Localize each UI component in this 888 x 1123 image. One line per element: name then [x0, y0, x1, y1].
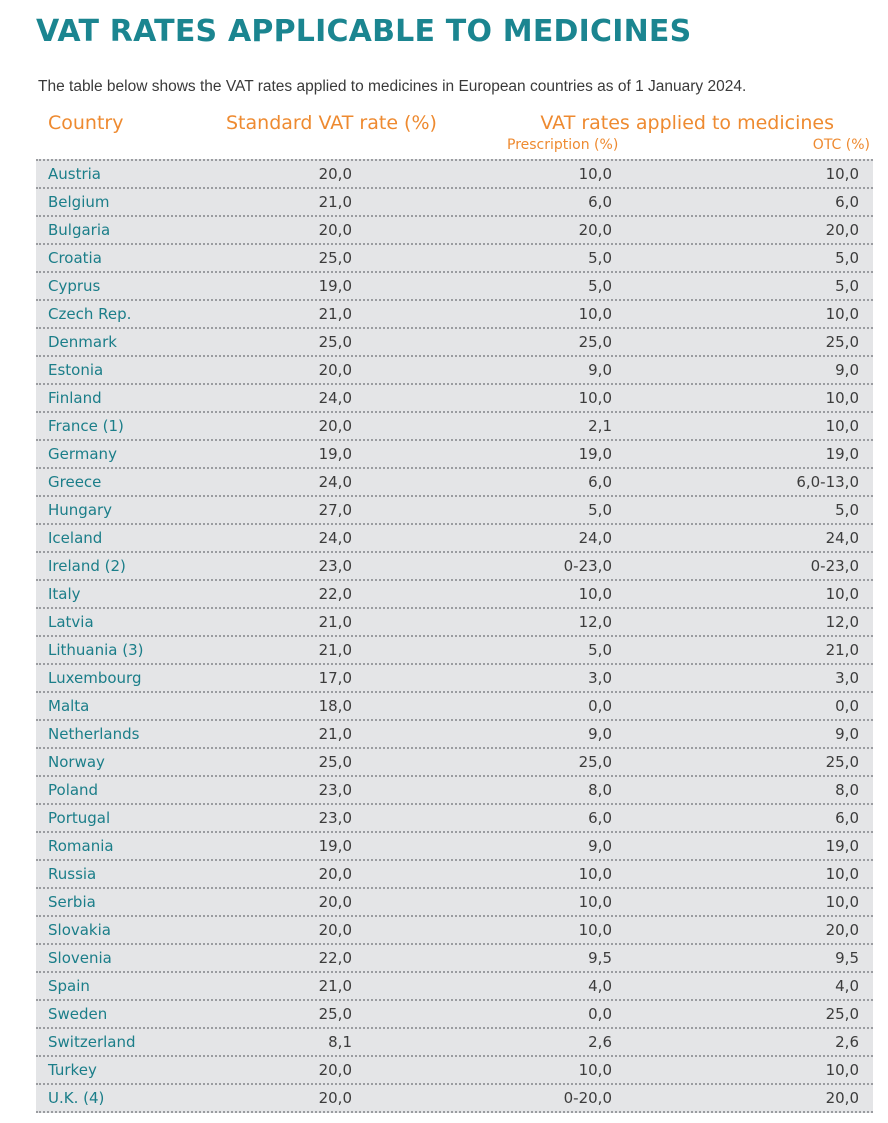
- table-row: [36, 637, 873, 665]
- country-cell: Lithuania (3): [48, 641, 144, 659]
- otc-rate-cell: 10,0: [825, 305, 859, 323]
- table-row: [36, 553, 873, 581]
- table-row: [36, 441, 873, 469]
- otc-rate-cell: 5,0: [835, 249, 859, 267]
- otc-rate-cell: 5,0: [835, 501, 859, 519]
- table-row: [36, 749, 873, 777]
- prescription-rate-cell: 10,0: [578, 389, 612, 407]
- vat-table: [36, 159, 873, 1113]
- country-cell: Spain: [48, 977, 90, 995]
- country-cell: Germany: [48, 445, 117, 463]
- standard-rate-cell: 20,0: [318, 417, 352, 435]
- country-cell: Bulgaria: [48, 221, 111, 239]
- otc-rate-cell: 20,0: [825, 921, 859, 939]
- prescription-rate-cell: 25,0: [578, 333, 612, 351]
- country-cell: Belgium: [48, 193, 110, 211]
- standard-rate-cell: 23,0: [318, 781, 352, 799]
- country-cell: France (1): [48, 417, 124, 435]
- header-prescription: Prescription (%): [507, 137, 619, 153]
- country-cell: Cyprus: [48, 277, 101, 295]
- table-row: [36, 1001, 873, 1029]
- prescription-rate-cell: 10,0: [578, 865, 612, 883]
- table-row: [36, 525, 873, 553]
- table-row: [36, 721, 873, 749]
- otc-rate-cell: 2,6: [835, 1033, 859, 1051]
- country-cell: Malta: [48, 697, 90, 715]
- prescription-rate-cell: 10,0: [578, 893, 612, 911]
- prescription-rate-cell: 0,0: [588, 697, 612, 715]
- prescription-rate-cell: 3,0: [588, 669, 612, 687]
- otc-rate-cell: 12,0: [825, 613, 859, 631]
- country-cell: Sweden: [48, 1005, 108, 1023]
- country-cell: Luxembourg: [48, 669, 142, 687]
- country-cell: Hungary: [48, 501, 113, 519]
- prescription-rate-cell: 5,0: [588, 277, 612, 295]
- otc-rate-cell: 25,0: [825, 333, 859, 351]
- prescription-rate-cell: 20,0: [578, 221, 612, 239]
- otc-rate-cell: 20,0: [825, 1089, 859, 1107]
- table-row: [36, 833, 873, 861]
- page-subtitle: The table below shows the VAT rates applied to medicines in European countries as of 1 January 2024.: [38, 78, 747, 95]
- table-row: [36, 413, 873, 441]
- prescription-rate-cell: 2,6: [588, 1033, 612, 1051]
- standard-rate-cell: 20,0: [318, 893, 352, 911]
- prescription-rate-cell: 25,0: [578, 753, 612, 771]
- country-cell: Czech Rep.: [48, 305, 132, 323]
- prescription-rate-cell: 8,0: [588, 781, 612, 799]
- table-row: [36, 665, 873, 693]
- prescription-rate-cell: 5,0: [588, 641, 612, 659]
- prescription-rate-cell: 5,0: [588, 501, 612, 519]
- prescription-rate-cell: 12,0: [578, 613, 612, 631]
- country-cell: Austria: [48, 165, 101, 183]
- country-cell: Romania: [48, 837, 114, 855]
- otc-rate-cell: 10,0: [825, 893, 859, 911]
- standard-rate-cell: 21,0: [318, 725, 352, 743]
- otc-rate-cell: 6,0: [835, 193, 859, 211]
- standard-rate-cell: 24,0: [318, 529, 352, 547]
- country-cell: Switzerland: [48, 1033, 136, 1051]
- standard-rate-cell: 25,0: [318, 753, 352, 771]
- standard-rate-cell: 24,0: [318, 473, 352, 491]
- country-cell: Serbia: [48, 893, 96, 911]
- otc-rate-cell: 10,0: [825, 165, 859, 183]
- table-row: [36, 609, 873, 637]
- prescription-rate-cell: 2,1: [588, 417, 612, 435]
- standard-rate-cell: 25,0: [318, 1005, 352, 1023]
- header-country: Country: [48, 112, 124, 134]
- standard-rate-cell: 20,0: [318, 1061, 352, 1079]
- table-row: [36, 777, 873, 805]
- otc-rate-cell: 21,0: [825, 641, 859, 659]
- country-cell: Slovenia: [48, 949, 112, 967]
- table-row: [36, 917, 873, 945]
- prescription-rate-cell: 10,0: [578, 305, 612, 323]
- otc-rate-cell: 5,0: [835, 277, 859, 295]
- standard-rate-cell: 19,0: [318, 837, 352, 855]
- prescription-rate-cell: 5,0: [588, 249, 612, 267]
- prescription-rate-cell: 24,0: [578, 529, 612, 547]
- standard-rate-cell: 27,0: [318, 501, 352, 519]
- prescription-rate-cell: 19,0: [578, 445, 612, 463]
- otc-rate-cell: 10,0: [825, 585, 859, 603]
- prescription-rate-cell: 6,0: [588, 193, 612, 211]
- prescription-rate-cell: 0-23,0: [563, 557, 612, 575]
- standard-rate-cell: 25,0: [318, 249, 352, 267]
- standard-rate-cell: 19,0: [318, 277, 352, 295]
- standard-rate-cell: 21,0: [318, 305, 352, 323]
- table-row: [36, 497, 873, 525]
- prescription-rate-cell: 9,5: [588, 949, 612, 967]
- prescription-rate-cell: 10,0: [578, 165, 612, 183]
- prescription-rate-cell: 6,0: [588, 473, 612, 491]
- country-cell: Iceland: [48, 529, 103, 547]
- table-row: [36, 301, 873, 329]
- country-cell: Latvia: [48, 613, 94, 631]
- standard-rate-cell: 23,0: [318, 557, 352, 575]
- table-row: [36, 861, 873, 889]
- standard-rate-cell: 22,0: [318, 949, 352, 967]
- standard-rate-cell: 17,0: [318, 669, 352, 687]
- header-standard-vat: Standard VAT rate (%): [226, 112, 437, 134]
- prescription-rate-cell: 10,0: [578, 1061, 612, 1079]
- otc-rate-cell: 19,0: [825, 837, 859, 855]
- table-row: [36, 973, 873, 1001]
- country-cell: U.K. (4): [48, 1089, 105, 1107]
- prescription-rate-cell: 9,0: [588, 837, 612, 855]
- page-title: VAT RATES APPLICABLE TO MEDICINES: [36, 14, 692, 49]
- otc-rate-cell: 9,5: [835, 949, 859, 967]
- table-row: [36, 1057, 873, 1085]
- country-cell: Denmark: [48, 333, 117, 351]
- table-row: [36, 1029, 873, 1057]
- prescription-rate-cell: 0,0: [588, 1005, 612, 1023]
- table-row: [36, 217, 873, 245]
- standard-rate-cell: 21,0: [318, 193, 352, 211]
- standard-rate-cell: 24,0: [318, 389, 352, 407]
- standard-rate-cell: 25,0: [318, 333, 352, 351]
- otc-rate-cell: 4,0: [835, 977, 859, 995]
- country-cell: Turkey: [48, 1061, 97, 1079]
- table-row: [36, 1085, 873, 1113]
- otc-rate-cell: 10,0: [825, 417, 859, 435]
- table-row: [36, 469, 873, 497]
- standard-rate-cell: 23,0: [318, 809, 352, 827]
- otc-rate-cell: 0,0: [835, 697, 859, 715]
- otc-rate-cell: 9,0: [835, 361, 859, 379]
- table-row: [36, 889, 873, 917]
- otc-rate-cell: 6,0: [835, 809, 859, 827]
- standard-rate-cell: 20,0: [318, 221, 352, 239]
- table-row: [36, 693, 873, 721]
- prescription-rate-cell: 10,0: [578, 585, 612, 603]
- table-row: [36, 245, 873, 273]
- table-row: [36, 189, 873, 217]
- country-cell: Poland: [48, 781, 99, 799]
- country-cell: Russia: [48, 865, 97, 883]
- standard-rate-cell: 20,0: [318, 165, 352, 183]
- otc-rate-cell: 19,0: [825, 445, 859, 463]
- otc-rate-cell: 25,0: [825, 1005, 859, 1023]
- otc-rate-cell: 8,0: [835, 781, 859, 799]
- table-row: [36, 161, 873, 189]
- table-row: [36, 581, 873, 609]
- otc-rate-cell: 3,0: [835, 669, 859, 687]
- country-cell: Slovakia: [48, 921, 111, 939]
- standard-rate-cell: 20,0: [318, 865, 352, 883]
- otc-rate-cell: 10,0: [825, 865, 859, 883]
- otc-rate-cell: 25,0: [825, 753, 859, 771]
- header-medicines-vat: VAT rates applied to medicines: [540, 112, 834, 134]
- country-cell: Norway: [48, 753, 105, 771]
- otc-rate-cell: 20,0: [825, 221, 859, 239]
- country-cell: Portugal: [48, 809, 111, 827]
- table-row: [36, 273, 873, 301]
- country-cell: Greece: [48, 473, 102, 491]
- prescription-rate-cell: 9,0: [588, 725, 612, 743]
- otc-rate-cell: 9,0: [835, 725, 859, 743]
- country-cell: Ireland (2): [48, 557, 126, 575]
- prescription-rate-cell: 9,0: [588, 361, 612, 379]
- header-otc: OTC (%): [812, 137, 870, 153]
- standard-rate-cell: 21,0: [318, 977, 352, 995]
- standard-rate-cell: 21,0: [318, 613, 352, 631]
- standard-rate-cell: 8,1: [328, 1033, 352, 1051]
- standard-rate-cell: 20,0: [318, 361, 352, 379]
- otc-rate-cell: 0-23,0: [810, 557, 859, 575]
- country-cell: Finland: [48, 389, 102, 407]
- otc-rate-cell: 6,0-13,0: [796, 473, 859, 491]
- standard-rate-cell: 21,0: [318, 641, 352, 659]
- standard-rate-cell: 20,0: [318, 921, 352, 939]
- country-cell: Croatia: [48, 249, 102, 267]
- prescription-rate-cell: 0-20,0: [563, 1089, 612, 1107]
- country-cell: Estonia: [48, 361, 104, 379]
- prescription-rate-cell: 10,0: [578, 921, 612, 939]
- country-cell: Netherlands: [48, 725, 140, 743]
- country-cell: Italy: [48, 585, 81, 603]
- standard-rate-cell: 18,0: [318, 697, 352, 715]
- table-row: [36, 945, 873, 973]
- table-row: [36, 385, 873, 413]
- otc-rate-cell: 10,0: [825, 1061, 859, 1079]
- otc-rate-cell: 24,0: [825, 529, 859, 547]
- table-row: [36, 805, 873, 833]
- otc-rate-cell: 10,0: [825, 389, 859, 407]
- table-row: [36, 329, 873, 357]
- standard-rate-cell: 20,0: [318, 1089, 352, 1107]
- prescription-rate-cell: 6,0: [588, 809, 612, 827]
- prescription-rate-cell: 4,0: [588, 977, 612, 995]
- standard-rate-cell: 19,0: [318, 445, 352, 463]
- standard-rate-cell: 22,0: [318, 585, 352, 603]
- table-row: [36, 357, 873, 385]
